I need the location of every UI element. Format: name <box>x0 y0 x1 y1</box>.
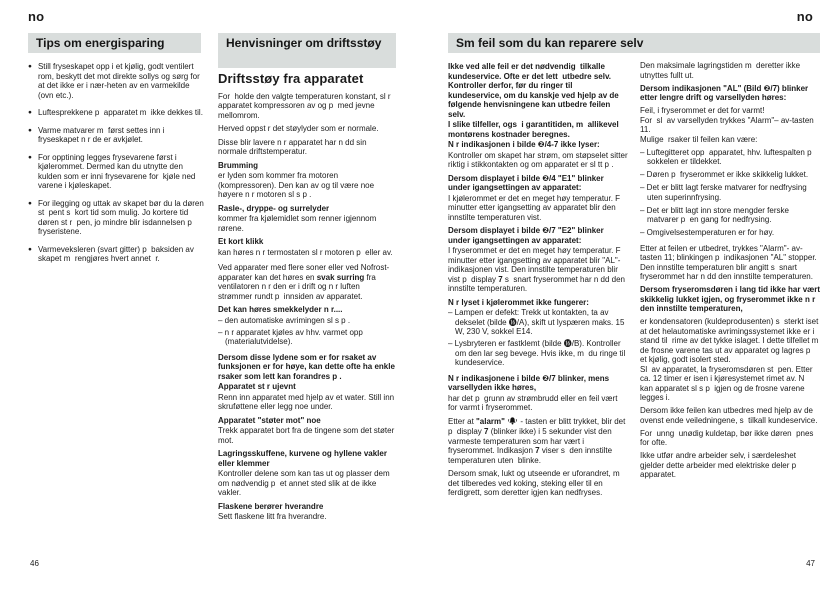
section-header-energy-tips: Tips om energisparing <box>28 33 201 53</box>
dash-item: – Det er blitt lagt ferske matvarer for nedfrysing uten superinnfrysing. <box>640 183 809 202</box>
paragraph: er kondensatoren (kuldeprodusenten) s sterkt iset at det helautomatiske avrimingssystemet ikke er i stand til rime av det tykke islaget. I dette tilfellet m de frosne varene tas ut av apparatet og lagres p et kjølig, godt isolert sted. Sl av apparatet, la fryseromsdøren st pen. Etter ca. 12 timer er isen i kjøresystemet rimet av. N kan apparatet sl s p igjen og de frosne varene legges i. <box>640 317 819 402</box>
dash-item: – Lampen er defekt: Trekk ut kontakten, ta av dekselet (bilde ⓰/A), skift ut lyspæren maks. 15 W, 230 V, sokkel E14. <box>448 308 627 336</box>
bullet-text: For opptining legges frysevarene først i kjølerommet. Dermed kan du utnytte den kulden som er inni frysevarene for kjøle ned varene i kjøleskapet. <box>37 152 198 190</box>
bullet-item <box>28 62 205 100</box>
bullet-icon: ● <box>28 245 32 253</box>
bullet-text: Luftesprekkene p apparatet m ikke dekkes til. <box>37 108 203 117</box>
dash-item: – Omgivelsestemperaturen er for høy. <box>640 228 775 237</box>
heading: Dersom displayet i bilde ❷/4 "E1" blinker under igangsettingen av apparatet: <box>448 173 606 192</box>
bullet-icon: ● <box>28 109 32 116</box>
paragraph: Ved apparater med flere soner eller ved Nofrost-apparater kan det høres en svak surring fra ventilatoren n r den er i drift og n r luften strømmer rundt p innsiden av apparatet. <box>218 263 390 301</box>
paragraph: I fryserommet er det en meget høy temperatur. F minutter etter igangsetting av apparatet blir "AL"- indikasjonen vist. Den innstilte temperaturen blir vist p display 7 s snart fryserommet har n dd den innstilte temperaturen. <box>448 246 628 293</box>
energy-tips-column <box>28 62 205 272</box>
heading: N r lyset i kjølerommet ikke fungerer: <box>448 297 589 307</box>
bullet-text: Varmeveksleren (svart gitter) p baksiden av skapet m rengjøres hvert annet r. <box>37 244 197 263</box>
paragraph: Disse blir lavere n r apparatet har n dd sin normale driftstemperatur. <box>218 137 369 156</box>
heading: Lagringsskuffene, kurvene og hyllene vakler eller klemmer <box>218 449 390 468</box>
paragraph: kan høres n r termostaten sl r motoren p eller av. <box>218 247 393 257</box>
bullet-item <box>28 245 205 264</box>
bullet-text: Still fryseskapet opp i et kjølig, godt ventilert rom, beskytt det mot direkte sollys og sørg for at det ikke er i nær-heten av en varmekilde (ovn etc.). <box>37 62 203 100</box>
paragraph: Dersom ikke feilen kan utbedres med hjelp av de ovenst ende veiledningene, s tilkall kundeservice. <box>640 406 818 425</box>
bullet-text: For ilegging og uttak av skapet bør du la døren st pent s kort tid som mulig. Jo kortere tid døren st r pen, jo mindre blir isdannelsen p fryseristene. <box>37 198 207 236</box>
dash-item: – n r apparatet kjøles av hhv. varmet opp (materialutvidelse). <box>218 327 366 346</box>
page-number-right: 47 <box>806 559 815 568</box>
heading: N r indikasjonene i bilde ❷/7 blinker, mens varsellyden ikke høres, <box>448 373 612 392</box>
self-repair-column-right <box>640 61 821 483</box>
paragraph: Den maksimale lagringstiden m deretter ikke utnyttes fullt ut. <box>640 61 803 80</box>
paragraph: For holde den valgte temperaturen konstant, sl r apparatet kompressoren av og p med jevne mellomrom. <box>218 91 393 120</box>
bullet-icon: ● <box>28 126 32 134</box>
paragraph: Trekk apparatet bort fra de tingene som det støter mot. <box>218 426 397 445</box>
section-header-operating-noise: Henvisninger om driftsstøy <box>218 33 396 68</box>
dash-item: – den automatiske avrimingen sl s p . <box>218 315 351 325</box>
paragraph: Kontroller delene som kan tas ut og plasser dem om nødvendig p et annet sted slik at de ikke vakler. <box>218 469 392 497</box>
heading: Dersom indikasjonen "AL" (Bild ❷/7) blinker etter lengre drift og varsellyden høres: <box>640 83 811 102</box>
heading: I slike tilfeller, ogs i garantitiden, m allikevel montørens kostnader beregnes. <box>448 120 621 139</box>
heading: Brumming <box>218 160 258 170</box>
bullet-item <box>28 108 205 118</box>
paragraph: er lyden som kommer fra motoren (kompressoren). Den kan av og til være noe høyere n r motoren sl s p . <box>218 171 377 199</box>
paragraph: Ikke utfør andre arbeider selv, i særdeleshet gjelder dette arbeider med elektriske deler p apparatet. <box>640 451 801 479</box>
paragraph: Etter at feilen er utbedret, trykkes "Alarm"- av-tasten 11; blinkingen p indikasjonen "AL" stopper. Den innstilte temperaturen blir angitt s snart fryserommet har n dd den innstilte temperaturen. <box>640 243 819 281</box>
paragraph: Feil, i fryserommet er det for varmt! For sl av varsellyden trykkes "Alarm"– av-tasten 11. Mulige rsaker til feilen kan være: <box>640 106 814 144</box>
heading: Det kan høres smekkelyder n r.... <box>218 305 343 314</box>
heading: Apparatet st r ujevnt <box>218 382 296 391</box>
bullet-icon: ● <box>28 63 32 70</box>
paragraph: Herved oppst r det støylyder som er normale. <box>218 124 379 133</box>
section-header-self-repair: Sm feil som du kan reparere selv <box>448 33 820 53</box>
heading: Apparatet "støter mot" noe <box>218 415 321 425</box>
paragraph: For unng unødig kuldetap, bør ikke døren pnes for ofte. <box>640 428 816 447</box>
dash-item: – Luftegitteret opp apparatet, hhv. luftespalten p sokkelen er tildekket. <box>640 147 816 166</box>
heading: Ikke ved alle feil er det nødvendig tilkalle kundeservice. Ofte er det lett utbedre selv. Kontroller derfor, før du ringer til kundeservice, om du kanskje ved hjelp av de følgende henvisningene kan utbedre feilen selv. <box>448 62 621 119</box>
paragraph: Etter at "alarm" - tasten er blitt trykket, blir det p display 7 (blinker ikke) i 5 sekunder vist den varmeste temperaturen som har vært i fryserommet. Indikasjon 7 viser s den innstilte temperaturen uten blinke. <box>448 416 628 465</box>
alarm-bell-icon <box>508 417 517 428</box>
heading: Dersom fryseromsdøren i lang tid ikke har vært skikkelig lukket igjen, og fryserommet ikke n r den innstilte temperaturen, <box>640 285 823 313</box>
operating-noise-column <box>218 71 400 526</box>
paragraph: Dersom smak, lukt og utseende er uforandret, m det tilberedes ved koking, steking eller til en ferdigrett, som deretter igjen kan nedfryses. <box>448 469 625 497</box>
subsection-title-driftsstoy: Driftsstøy fra apparatet <box>218 71 364 86</box>
dash-item: – Døren p fryserommet er ikke skikkelig lukket. <box>640 170 809 179</box>
language-code-right: no <box>796 9 813 24</box>
paragraph: Kontroller om skapet har strøm, om støpselet sitter riktig i stikkontakten og om apparatet er sl tt p . <box>448 150 630 169</box>
bullet-item <box>28 199 205 237</box>
bullet-icon: ● <box>28 153 32 161</box>
bullet-icon: ● <box>28 199 32 207</box>
dash-item: – Lysbryteren er fastklemt (bilde ⓰/B). Kontroller om den lar seg bevege. Hvis ikke, m du ringe til kundeservice. <box>448 339 628 367</box>
language-code-left: no <box>28 9 45 24</box>
heading: Dersom disse lydene som er for rsaket av funksjonen er for høye, kan dette ofte ha enkle rsaker som lett kan forandres p . <box>218 352 400 381</box>
paragraph: Renn inn apparatet med hjelp av et water. Still inn skruføttene eller legg noe under. <box>218 392 397 411</box>
heading: Flaskene berører hverandre <box>218 501 324 511</box>
paragraph: Sett flaskene litt fra hverandre. <box>218 512 327 521</box>
bullet-text: Varme matvarer m først settes inn i fryseskapet n r de er avkjølet. <box>37 125 167 144</box>
heading: Dersom displayet i bilde ❷/7 "E2" blinker under igangsettingen av apparatet: <box>448 226 606 245</box>
dash-item: – Det er blitt lagt inn store mengder ferske matvarer p en gang for nedfrysing. <box>640 205 792 224</box>
heading: Et kort klikk <box>218 237 264 246</box>
paragraph: I kjølerommet er det en meget høy temperatur. F minutter etter igangsetting av apparatet blir den innstilte temperaturen vist. <box>448 193 625 222</box>
bullet-item <box>28 126 205 145</box>
operating-noise-text <box>218 91 400 522</box>
page-number-left: 46 <box>30 559 39 568</box>
paragraph: kommer fra kjølemidlet som renner igjennom rørene. <box>218 214 379 233</box>
heading: N r indikasjonen i bilde ❷/4-7 ikke lyser: <box>448 140 600 149</box>
bullet-item <box>28 153 205 191</box>
paragraph: har det p grunn av strømbrudd eller en feil vært for varmt i fryserommet. <box>448 393 620 412</box>
heading: Rasle-, dryppe- og surrelyder <box>218 203 330 213</box>
self-repair-column-left <box>448 62 628 502</box>
